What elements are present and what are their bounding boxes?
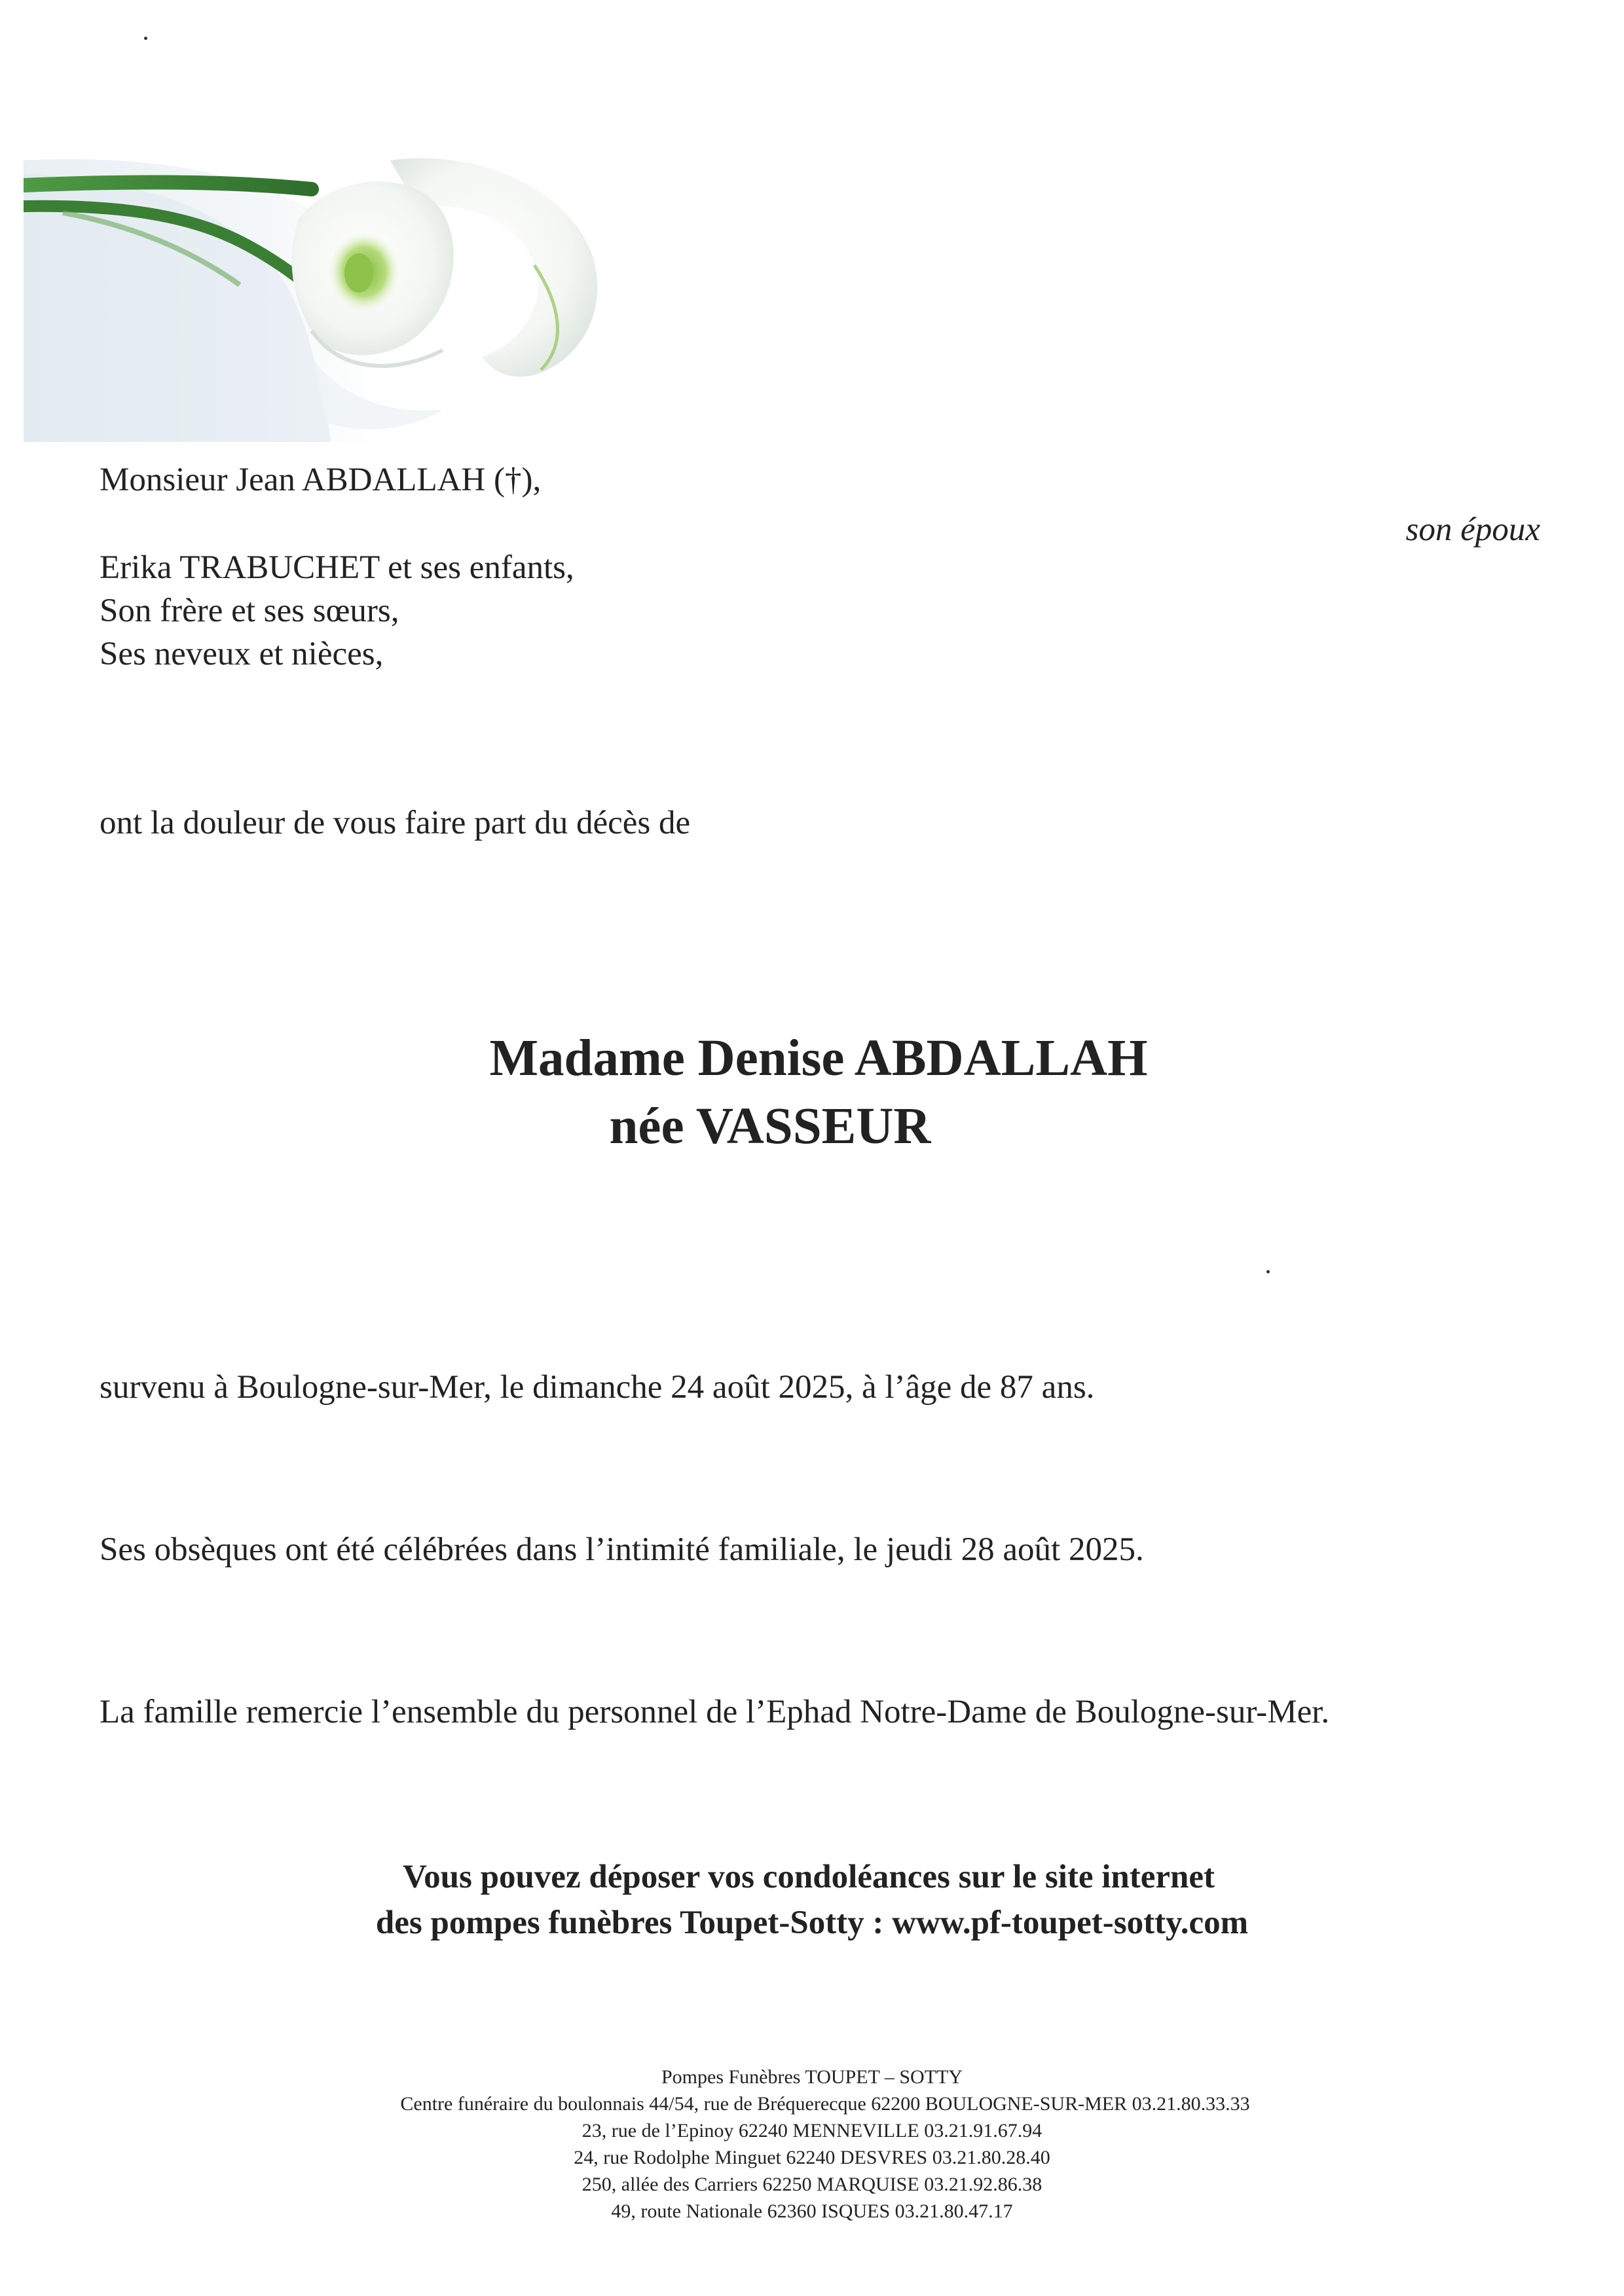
funeral-details: Ses obsèques ont été célébrées dans l’intimité familiale, le jeudi 28 août 2025. [100,1531,1144,1568]
deceased-name: Madame Denise ABDALLAH [489,1030,1148,1087]
calla-lily-image [24,134,626,442]
funeral-home-address: 250, allée des Carriers 62250 MARQUISE 03.21.92.86.38 [581,2174,1043,2195]
deceased-name-block [0,1025,1624,1161]
funeral-home-name: Pompes Funèbres TOUPET – SOTTY [661,2066,963,2088]
condolences-notice [0,1854,1624,1946]
scan-speck [144,37,147,40]
condolences-website-line: des pompes funèbres Toupet-Sotty : www.pf-toupet-sotty.com [375,1904,1249,1941]
family-member: Erika TRABUCHET et ses enfants, [100,549,574,586]
family-member: Ses neveux et nièces, [100,636,384,672]
funeral-home-address: Centre funéraire du boulonnais 44/54, rue de Bréquerecque 62200 BOULOGNE-SUR-MER 03.21.80.33.33 [400,2093,1250,2115]
funeral-home-address: 23, rue de l’Epinoy 62240 MENNEVILLE 03.21.91.67.94 [581,2120,1043,2141]
funeral-home-address: 49, route Nationale 62360 ISQUES 03.21.80.47.17 [611,2200,1013,2222]
husband-relation: son époux [1405,511,1540,548]
family-list [100,458,1082,676]
announcement-text: ont la douleur de vous faire part du décès de [100,805,691,841]
scan-speck [1266,1270,1270,1273]
family-member: Son frère et ses sœurs, [100,592,399,629]
husband-name: Monsieur Jean ABDALLAH (†), [100,462,542,498]
death-details: survenu à Boulogne-sur-Mer, le dimanche 24 août 2025, à l’âge de 87 ans. [100,1369,1095,1406]
funeral-home-footer [0,2064,1624,2225]
thanks-text: La famille remercie l’ensemble du personnel de l’Ephad Notre-Dame de Boulogne-sur-Mer. [100,1694,1330,1730]
funeral-home-address: 24, rue Rodolphe Minguet 62240 DESVRES 03.21.80.28.40 [574,2147,1050,2168]
condolences-line: Vous pouvez déposer vos condoléances sur le site internet [402,1859,1215,1895]
deceased-maiden-name: née VASSEUR [609,1098,931,1155]
